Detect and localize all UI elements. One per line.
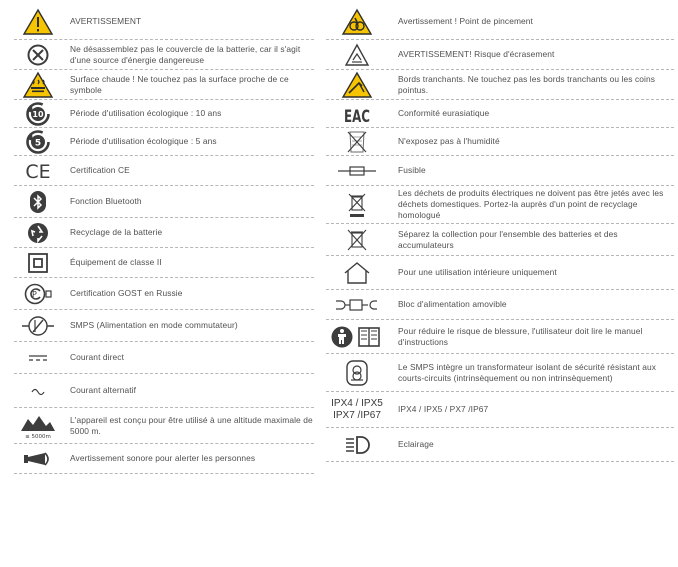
symbol-row bbox=[14, 218, 314, 248]
symbol-description: Période d'utilisation écologique : 10 ans bbox=[70, 108, 222, 118]
symbol-row bbox=[326, 70, 674, 100]
symbol-description: Fonction Bluetooth bbox=[70, 196, 142, 206]
eco-period-badge: 5 bbox=[34, 138, 42, 148]
sharp-edges-icon bbox=[326, 70, 388, 99]
symbol-row bbox=[326, 40, 674, 70]
symbol-row bbox=[14, 186, 314, 218]
symbol-description: N'exposez pas à l'humidité bbox=[398, 136, 500, 146]
eco-period-10-icon bbox=[14, 100, 62, 127]
symbol-description: Bloc d'alimentation amovible bbox=[398, 299, 507, 309]
symbol-description: Avertissement ! Point de pincement bbox=[398, 16, 533, 26]
gost-certification-icon bbox=[14, 278, 62, 309]
symbol-description: AVERTISSEMENT! Risque d'écrasement bbox=[398, 49, 555, 59]
symbol-description: IPX4 / IPX5 / PX7 /IP67 bbox=[398, 404, 489, 414]
symbol-row bbox=[326, 186, 674, 224]
symbol-row bbox=[326, 128, 674, 156]
symbol-row bbox=[326, 354, 674, 392]
symbol-description: Pour réduire le risque de blessure, l'utilisateur doit lire le manuel d'instructions bbox=[398, 325, 643, 347]
symbol-row bbox=[14, 342, 314, 374]
direct-current-icon bbox=[14, 342, 62, 373]
battery-recycling-icon bbox=[14, 218, 62, 247]
symbol-description: Équipement de classe II bbox=[70, 257, 162, 267]
no-humidity-icon bbox=[326, 128, 388, 155]
symbol-row bbox=[14, 278, 314, 310]
symbol-description: Conformité eurasiatique bbox=[398, 108, 490, 118]
symbol-row bbox=[326, 428, 674, 462]
symbol-row bbox=[326, 156, 674, 186]
altitude-badge: ≤ 5000m bbox=[25, 433, 51, 440]
symbol-description: Courant direct bbox=[70, 352, 125, 362]
ip-rating-icon bbox=[326, 392, 388, 427]
symbol-row bbox=[14, 408, 314, 444]
symbol-description: Période d'utilisation écologique : 5 ans bbox=[70, 136, 217, 146]
class-ii-equipment-icon bbox=[14, 248, 62, 277]
symbol-row bbox=[326, 392, 674, 428]
symbol-row bbox=[326, 320, 674, 354]
symbol-row bbox=[326, 224, 674, 256]
smps-icon bbox=[14, 310, 62, 341]
lighting-icon bbox=[326, 428, 388, 461]
alternating-current-icon bbox=[14, 374, 62, 407]
symbol-description: AVERTISSEMENT bbox=[70, 16, 142, 26]
safety-isolating-transformer-icon bbox=[326, 354, 388, 391]
symbol-description: Fusible bbox=[398, 165, 426, 175]
eac-mark-text: EAC bbox=[344, 106, 370, 127]
symbol-row bbox=[14, 374, 314, 408]
symbol-description: Surface chaude ! Ne touchez pas la surface proche de ce symbole bbox=[70, 73, 289, 95]
fuse-icon bbox=[326, 156, 388, 185]
symbol-row bbox=[14, 128, 314, 156]
symbol-description: Séparez la collection pour l'ensemble des batteries et des accumulateurs bbox=[398, 228, 618, 250]
symbol-description: Certification CE bbox=[70, 165, 130, 175]
symbol-description: Les déchets de produits électriques ne doivent pas être jetés avec les déchets domestiques. Portez-la auprès d'un point de recyclage homologué bbox=[398, 188, 664, 220]
symbol-description: Eclairage bbox=[398, 439, 434, 449]
indoor-use-icon bbox=[326, 256, 388, 289]
symbol-description: L'appareil est conçu pour être utilisé à une altitude maximale de 5000 m. bbox=[70, 414, 313, 436]
altitude-5000m-icon bbox=[14, 408, 62, 443]
symbol-description: Courant alternatif bbox=[70, 385, 137, 395]
symbol-row bbox=[14, 310, 314, 342]
symbol-description: Recyclage de la batterie bbox=[70, 227, 163, 237]
symbol-description: Pour une utilisation intérieure uniquement bbox=[398, 267, 557, 277]
symbol-row bbox=[14, 70, 314, 100]
symbol-row bbox=[14, 248, 314, 278]
symbol-description: Avertissement sonore pour alerter les personnes bbox=[70, 453, 256, 463]
symbol-description: Bords tranchants. Ne touchez pas les bords tranchants ou les coins pointus. bbox=[398, 73, 656, 95]
ce-mark-text: CE bbox=[25, 160, 51, 183]
symbol-row bbox=[14, 156, 314, 186]
detachable-power-supply-icon bbox=[326, 290, 388, 319]
read-manual-icon bbox=[326, 320, 388, 353]
symbol-description: SMPS (Alimentation en mode commutateur) bbox=[70, 320, 238, 330]
do-not-disassemble-icon bbox=[14, 40, 62, 69]
bluetooth-icon bbox=[14, 186, 62, 217]
warning-triangle-icon bbox=[14, 4, 62, 39]
eco-period-5-icon bbox=[14, 128, 62, 155]
symbol-row bbox=[326, 290, 674, 320]
left-symbol-column bbox=[14, 4, 314, 474]
eco-period-badge: 10 bbox=[32, 109, 44, 119]
symbol-row bbox=[326, 256, 674, 290]
symbol-row bbox=[14, 444, 314, 474]
pinch-point-icon bbox=[326, 4, 388, 39]
eac-mark-icon bbox=[326, 100, 388, 127]
horn-icon bbox=[14, 444, 62, 473]
symbol-row bbox=[326, 100, 674, 128]
symbol-row bbox=[14, 100, 314, 128]
symbol-description: Certification GOST en Russie bbox=[70, 288, 183, 298]
crush-hazard-icon bbox=[326, 40, 388, 69]
hot-surface-icon bbox=[14, 70, 62, 99]
ip-rating-badge: IPX4 / IPX5 IPX7 /IP67 bbox=[331, 397, 383, 421]
symbol-row bbox=[14, 4, 314, 40]
svg-text:P: P bbox=[32, 289, 37, 299]
symbol-row bbox=[326, 4, 674, 40]
symbol-description: Ne désassemblez pas le couvercle de la batterie, car il s'agit d'une source d'énergie dangereuse bbox=[70, 43, 301, 65]
weee-bin-icon bbox=[326, 186, 388, 223]
battery-collection-bin-icon bbox=[326, 224, 388, 255]
ce-mark-icon bbox=[14, 156, 62, 185]
symbol-row bbox=[14, 40, 314, 70]
symbol-description: Le SMPS intègre un transformateur isolant de sécurité résistant aux courts-circuits (intrinsèquement ou non intrinsèquement) bbox=[398, 361, 657, 383]
right-symbol-column bbox=[326, 4, 674, 462]
